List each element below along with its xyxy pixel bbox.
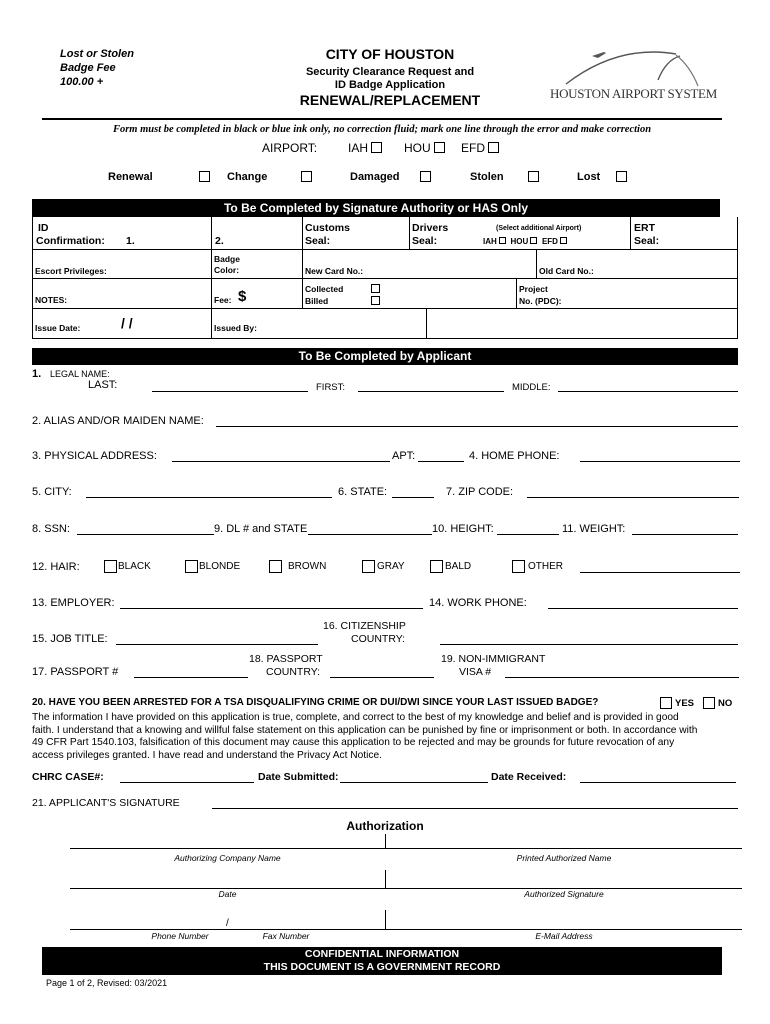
visa-field[interactable] — [505, 677, 739, 678]
change-checkbox[interactable] — [301, 171, 312, 182]
issued-by-field[interactable]: Issued By: — [214, 323, 257, 333]
collected-checkbox[interactable] — [371, 284, 380, 293]
ert-label: ERT — [634, 222, 655, 234]
stolen-checkbox[interactable] — [528, 171, 539, 182]
middle-name-field[interactable] — [558, 391, 738, 392]
hair-blonde-checkbox[interactable] — [185, 560, 198, 573]
q11-weight-label: 11. WEIGHT: — [562, 523, 626, 535]
hair-other-label: OTHER — [528, 561, 563, 572]
printed-name-caption: Printed Authorized Name — [516, 853, 612, 863]
q10-height-label: 10. HEIGHT: — [432, 523, 494, 535]
airport-option-iah[interactable]: IAH — [348, 141, 382, 155]
government-record-text: THIS DOCUMENT IS A GOVERNMENT RECORD — [263, 961, 501, 973]
hair-gray-label: GRAY — [377, 561, 405, 572]
q18-passport-label: 18. PASSPORT — [249, 653, 323, 665]
job-title-field[interactable] — [116, 644, 318, 645]
phone-fax-slash: / — [226, 918, 229, 929]
q17-passport-label: 17. PASSPORT # — [32, 666, 119, 678]
q7-zip-label: 7. ZIP CODE: — [446, 486, 514, 498]
mini-airport-options[interactable]: IAH HOU EFD — [483, 236, 567, 248]
confirmation-1-field[interactable]: 1. — [126, 235, 135, 247]
ssn-field[interactable] — [77, 534, 214, 535]
hair-other-field[interactable] — [580, 572, 740, 573]
change-label: Change — [227, 171, 268, 183]
old-card-field[interactable]: Old Card No.: — [539, 266, 594, 276]
fee-line-2: Badge Fee — [60, 62, 116, 74]
drivers-label: Drivers — [412, 222, 449, 234]
q19-visa-label-1: 19. NON-IMMIGRANT — [441, 653, 546, 665]
authority-section-header: To Be Completed by Signature Authority or HAS Only — [32, 199, 720, 217]
date-caption: Date — [218, 889, 237, 899]
applicant-section-header: To Be Completed by Applicant — [32, 348, 738, 365]
billed-checkbox[interactable] — [371, 296, 380, 305]
authorizing-company-caption: Authorizing Company Name — [174, 853, 281, 863]
authorization-title: Authorization — [346, 819, 424, 833]
q14-work-phone-label: 14. WORK PHONE: — [429, 597, 527, 609]
q5-city-label: 5. CITY: — [32, 486, 72, 498]
efd-checkbox[interactable] — [488, 142, 499, 153]
hair-brown-checkbox[interactable] — [269, 560, 282, 573]
form-subtitle-1: Security Clearance Request and — [305, 66, 475, 78]
work-phone-field[interactable] — [548, 608, 738, 609]
airport-label: AIRPORT: — [262, 141, 318, 155]
city-title: CITY OF HOUSTON — [325, 46, 455, 62]
certification-statement: The information I have provided on this application is true, complete, and correct to the best of my knowledge and belief and is provided in good faith. I understand that a knowing and willful false statement on this application can be punished by fine or imprisonment or both. In accordance with 49 CFR Part 1540.103, falsification of this document may cause this application to be rejected and may be grounds for future revocation of any access privileges granted. I have read and understand the Privacy Act Notice. — [32, 712, 698, 761]
iah-checkbox[interactable] — [371, 142, 382, 153]
hair-gray-checkbox[interactable] — [362, 560, 375, 573]
q21-signature-label: 21. APPLICANT'S SIGNATURE — [32, 797, 180, 809]
date-submitted-label: Date Submitted: — [258, 771, 339, 783]
escort-privileges-field[interactable]: Escort Privileges: — [35, 266, 107, 276]
email-caption: E-Mail Address — [535, 931, 593, 941]
notes-field[interactable]: NOTES: — [35, 295, 68, 305]
q19-visa-label-2: VISA # — [459, 666, 492, 678]
home-phone-field[interactable] — [580, 461, 740, 462]
lost-label: Lost — [577, 171, 601, 183]
id-label: ID — [38, 222, 49, 234]
form-subtitle-2: ID Badge Application — [334, 79, 446, 91]
logo-text: HOUSTON AIRPORT SYSTEM — [550, 86, 717, 101]
fee-line-1: Lost or Stolen — [60, 48, 134, 60]
legal-name-label: LEGAL NAME: — [50, 369, 110, 379]
middle-name-label: MIDDLE: — [512, 382, 551, 393]
q20-no-checkbox[interactable] — [703, 697, 715, 709]
collected-label: Collected — [305, 284, 344, 294]
instructions: Form must be completed in black or blue ink only, no correction fluid; mark one line through the error and make correction — [112, 124, 652, 135]
page-revision: Page 1 of 2, Revised: 03/2021 — [46, 978, 168, 988]
fee-label: Fee: — [214, 295, 232, 305]
dl-field[interactable] — [308, 534, 432, 535]
apt-label: APT: — [392, 450, 416, 462]
mini-efd-checkbox[interactable] — [560, 237, 567, 244]
customs-label: Customs — [305, 222, 350, 234]
project-pdc-field[interactable]: No. (PDC): — [519, 296, 562, 306]
date-received-label: Date Received: — [491, 771, 567, 783]
select-airport-note: (Select additional Airport) — [496, 225, 582, 232]
badge-color-field[interactable]: Color: — [214, 265, 240, 275]
hair-bald-label: BALD — [445, 561, 472, 572]
q16-citizenship-label: 16. CITIZENSHIP — [323, 620, 406, 632]
damaged-checkbox[interactable] — [420, 171, 431, 182]
fee-dollar-field[interactable]: $ — [238, 288, 247, 305]
citizenship-field[interactable] — [440, 644, 738, 645]
first-name-label: FIRST: — [316, 382, 346, 393]
last-name-field[interactable] — [152, 391, 308, 392]
q20-no-label: NO — [718, 698, 733, 709]
passport-country-field[interactable] — [330, 677, 434, 678]
zip-field[interactable] — [527, 497, 739, 498]
hou-checkbox[interactable] — [434, 142, 445, 153]
authorizing-company-line[interactable] — [70, 848, 742, 849]
chrc-field[interactable] — [120, 782, 254, 783]
applicant-signature-field[interactable] — [212, 808, 738, 809]
issue-date-label: Issue Date: — [35, 323, 81, 333]
hair-other-checkbox[interactable] — [512, 560, 525, 573]
alias-field[interactable] — [216, 426, 738, 427]
renewal-label: Renewal — [108, 171, 153, 183]
passport-field[interactable] — [134, 677, 248, 678]
first-name-field[interactable] — [358, 391, 504, 392]
authorized-signature-caption: Authorized Signature — [524, 889, 604, 899]
damaged-label: Damaged — [350, 171, 400, 183]
q20-yes-checkbox[interactable] — [660, 697, 672, 709]
q6-state-label: 6. STATE: — [338, 486, 388, 498]
q1-number: 1. — [32, 368, 42, 380]
phone-number-caption: Phone Number — [151, 931, 209, 941]
date-submitted-field[interactable] — [340, 782, 488, 783]
q16-country-label: COUNTRY: — [351, 633, 406, 645]
houston-airport-logo — [548, 46, 718, 106]
q13-employer-label: 13. EMPLOYER: — [32, 597, 115, 609]
q8-ssn-label: 8. SSN: — [32, 523, 70, 535]
header-divider — [42, 118, 722, 120]
hair-black-checkbox[interactable] — [104, 560, 117, 573]
drivers-seal-field[interactable]: Seal: — [412, 235, 438, 247]
hair-brown-label: BROWN — [288, 561, 327, 572]
chrc-label: CHRC CASE#: — [32, 771, 104, 783]
confirmation-label: Confirmation: — [36, 235, 105, 247]
project-label: Project — [519, 284, 548, 294]
airport-option-efd[interactable]: EFD — [461, 141, 499, 155]
new-card-field[interactable]: New Card No.: — [305, 266, 364, 276]
confirmation-2-field[interactable]: 2. — [215, 235, 224, 247]
lost-checkbox[interactable] — [616, 171, 627, 182]
q12-hair-label: 12. HAIR: — [32, 561, 80, 573]
fax-number-caption: Fax Number — [262, 931, 310, 941]
mini-iah-checkbox[interactable] — [499, 237, 506, 244]
height-field[interactable] — [497, 534, 559, 535]
q3-address-label: 3. PHYSICAL ADDRESS: — [32, 450, 157, 462]
confidential-text: CONFIDENTIAL INFORMATION — [304, 948, 460, 960]
customs-seal-field[interactable]: Seal: — [305, 235, 331, 247]
employer-field[interactable] — [120, 608, 423, 609]
q9-dl-label: 9. DL # and STATE — [214, 523, 308, 535]
apt-field[interactable] — [418, 461, 464, 462]
hair-black-label: BLACK — [118, 561, 151, 572]
q20-arrest-question: 20. HAVE YOU BEEN ARRESTED FOR A TSA DISQUALIFYING CRIME OR DUI/DWI SINCE YOUR LAST ISSUED BADGE? — [32, 697, 599, 708]
mini-hou-checkbox[interactable] — [530, 237, 537, 244]
confidential-banner — [42, 947, 722, 975]
date-received-field[interactable] — [580, 782, 736, 783]
airport-option-hou[interactable]: HOU — [404, 141, 445, 155]
q4-home-phone-label: 4. HOME PHONE: — [469, 450, 560, 462]
form-type: RENEWAL/REPLACEMENT — [299, 92, 481, 108]
q2-alias-label: 2. ALIAS AND/OR MAIDEN NAME: — [32, 415, 204, 427]
weight-field[interactable] — [632, 534, 738, 535]
billed-label: Billed — [305, 296, 329, 306]
hair-bald-checkbox[interactable] — [430, 560, 443, 573]
renewal-checkbox[interactable] — [199, 171, 210, 182]
last-name-label: LAST: — [88, 379, 118, 391]
state-field[interactable] — [392, 497, 434, 498]
badge-color-label-1: Badge — [214, 254, 240, 264]
stolen-label: Stolen — [470, 171, 504, 183]
q18-country-label: COUNTRY: — [266, 666, 321, 678]
q15-job-title-label: 15. JOB TITLE: — [32, 633, 108, 645]
address-field[interactable] — [172, 461, 390, 462]
issue-date-field[interactable]: / / — [121, 315, 133, 331]
contact-line[interactable] — [70, 929, 742, 930]
q20-yes-label: YES — [675, 698, 695, 709]
fee-line-3: 100.00 + — [60, 76, 104, 88]
city-field[interactable] — [86, 497, 332, 498]
hair-blonde-label: BLONDE — [199, 561, 241, 572]
ert-seal-field[interactable]: Seal: — [634, 235, 660, 247]
